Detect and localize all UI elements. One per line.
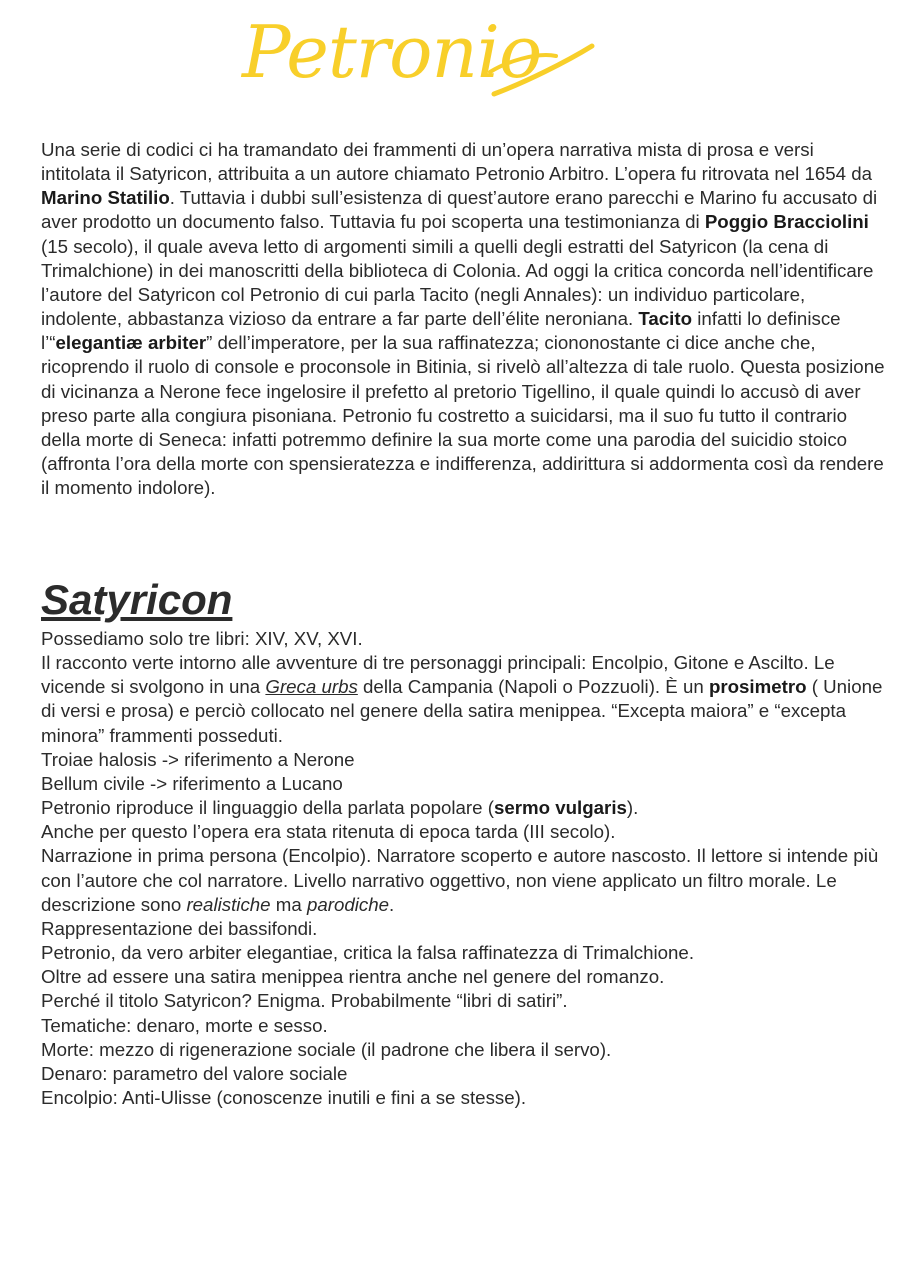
note-text: ( Unione di versi e prosa) e perciò collocato nel genere della satira menippea. “Excepta maiora” e “excepta minora” frammenti posseduti. — [41, 676, 883, 746]
note-text: . — [389, 893, 395, 915]
note-line: Encolpio: Anti-Ulisse (conoscenze inutili e fini a se stesse). — [41, 1086, 527, 1108]
note-text: Petronio riproduce il linguaggio della parlata popolare ( — [41, 797, 494, 819]
term-prosimetro: prosimetro — [708, 676, 807, 698]
intro-text-1: Una serie di codici ci ha tramandato dei frammenti di un’opera narrativa mista di prosa e versi intitolata il Satyricon, attribuita a un autore chiamato Petronio Arbitro. L’opera fu ritrovata nel 1654 da — [41, 139, 873, 185]
term-parodiche: parodiche — [306, 893, 390, 915]
note-line: Tematiche: denaro, morte e sesso. — [41, 1014, 328, 1036]
satyricon-notes — [41, 627, 886, 1110]
note-line: Troiae halosis -> riferimento a Nerone — [41, 748, 355, 770]
note-text: ). — [626, 797, 639, 819]
note-paragraph — [41, 844, 886, 916]
note-text: della Campania (Napoli o Pozzuoli). È un — [357, 676, 709, 698]
intro-paragraph — [41, 138, 886, 500]
note-line: Oltre ad essere una satira menippea rientra anche nel genere del romanzo. — [41, 966, 665, 988]
note-line: Rappresentazione dei bassifondi. — [41, 917, 318, 939]
term-sermo-vulgaris: sermo vulgaris — [493, 797, 627, 819]
note-text: ma — [270, 893, 307, 915]
note-paragraph — [41, 651, 886, 748]
note-line: Morte: mezzo di rigenerazione sociale (il padrone che libera il servo). — [41, 1038, 612, 1060]
note-line: Petronio, da vero arbiter elegantiae, critica la falsa raffinatezza di Trimalchione. — [41, 942, 695, 964]
note-line: Anche per questo l’opera era stata ritenuta di epoca tarda (III secolo). — [41, 821, 616, 843]
name-tacito: Tacito — [638, 308, 693, 330]
title-logo — [236, 2, 596, 112]
note-line: Perché il titolo Satyricon? Enigma. Probabilmente “libri di satiri”. — [41, 990, 568, 1012]
term-elegantiae-arbiter: elegantiæ arbiter — [55, 332, 207, 354]
intro-text-4: infatti lo definisce l’“ — [41, 308, 841, 354]
section-heading-satyricon: Satyricon — [41, 576, 233, 623]
term-greca-urbs: Greca urbs — [265, 676, 358, 698]
intro-text-5: ” dell’imperatore, per la sua raffinatezza; ciononostante ci dice anche che, ricoprendo il ruolo di console e proconsole in Bitinia, si rivelò all’altezza di tale ruolo. Questa posizione di vicinanza a Nerone fece ingelosire il prefetto al pretorio Tigellino, il quale quindi lo accusò di aver preso parte alla congiura pisoniana. Petronio fu costretto a suicidarsi, ma il suo fu tutto il contrario della morte di Seneca: infatti potremmo definire la sua morte come una parodia del suicidio stoico (affronta l’ora della morte con spensieratezza e indifferenza, addirittura si addormenta così da rendere il momento indolore). — [41, 332, 885, 499]
note-text: Il racconto verte intorno alle avventure di tre personaggi principali: Encolpio, Gitone e Ascilto. Le vicende si svolgono in una — [41, 652, 835, 698]
intro-text-2: . Tuttavia i dubbi sull’esistenza di quest’autore erano parecchi e Marino fu accusato di aver prodotto un documento falso. Tuttavia fu poi scoperta una testimonianza di — [41, 187, 878, 233]
page-title: Petronio — [242, 10, 542, 94]
note-line: Possediamo solo tre libri: XIV, XV, XVI. — [41, 628, 363, 649]
note-line: Bellum civile -> riferimento a Lucano — [41, 772, 343, 794]
note-text: Narrazione in prima persona (Encolpio). Narratore scoperto e autore nascosto. Il lettore si intende più con l’autore che col narratore. Livello narrativo oggettivo, non viene applicato un filtro morale. Le descrizione sono — [41, 845, 879, 915]
term-realistiche: realistiche — [186, 893, 271, 915]
name-marino-statilio: Marino Statilio — [41, 187, 170, 209]
intro-text — [41, 138, 886, 500]
name-poggio-bracciolini: Poggio Bracciolini — [704, 211, 869, 233]
intro-text-3: (15 secolo), il quale aveva letto di argomenti simili a quelli degli estratti del Satyricon (la cena di Trimalchione) in dei manoscritti della biblioteca di Colonia. Ad oggi la critica concorda nell’identificare l’autore del Satyricon col Petronio di cui parla Tacito (negli Annales): un individuo particolare, indolente, abbastanza vizioso da entrare a far parte dell’élite neroniana. — [41, 235, 874, 330]
note-line — [41, 796, 886, 820]
note-line: Denaro: parametro del valore sociale — [41, 1062, 348, 1084]
